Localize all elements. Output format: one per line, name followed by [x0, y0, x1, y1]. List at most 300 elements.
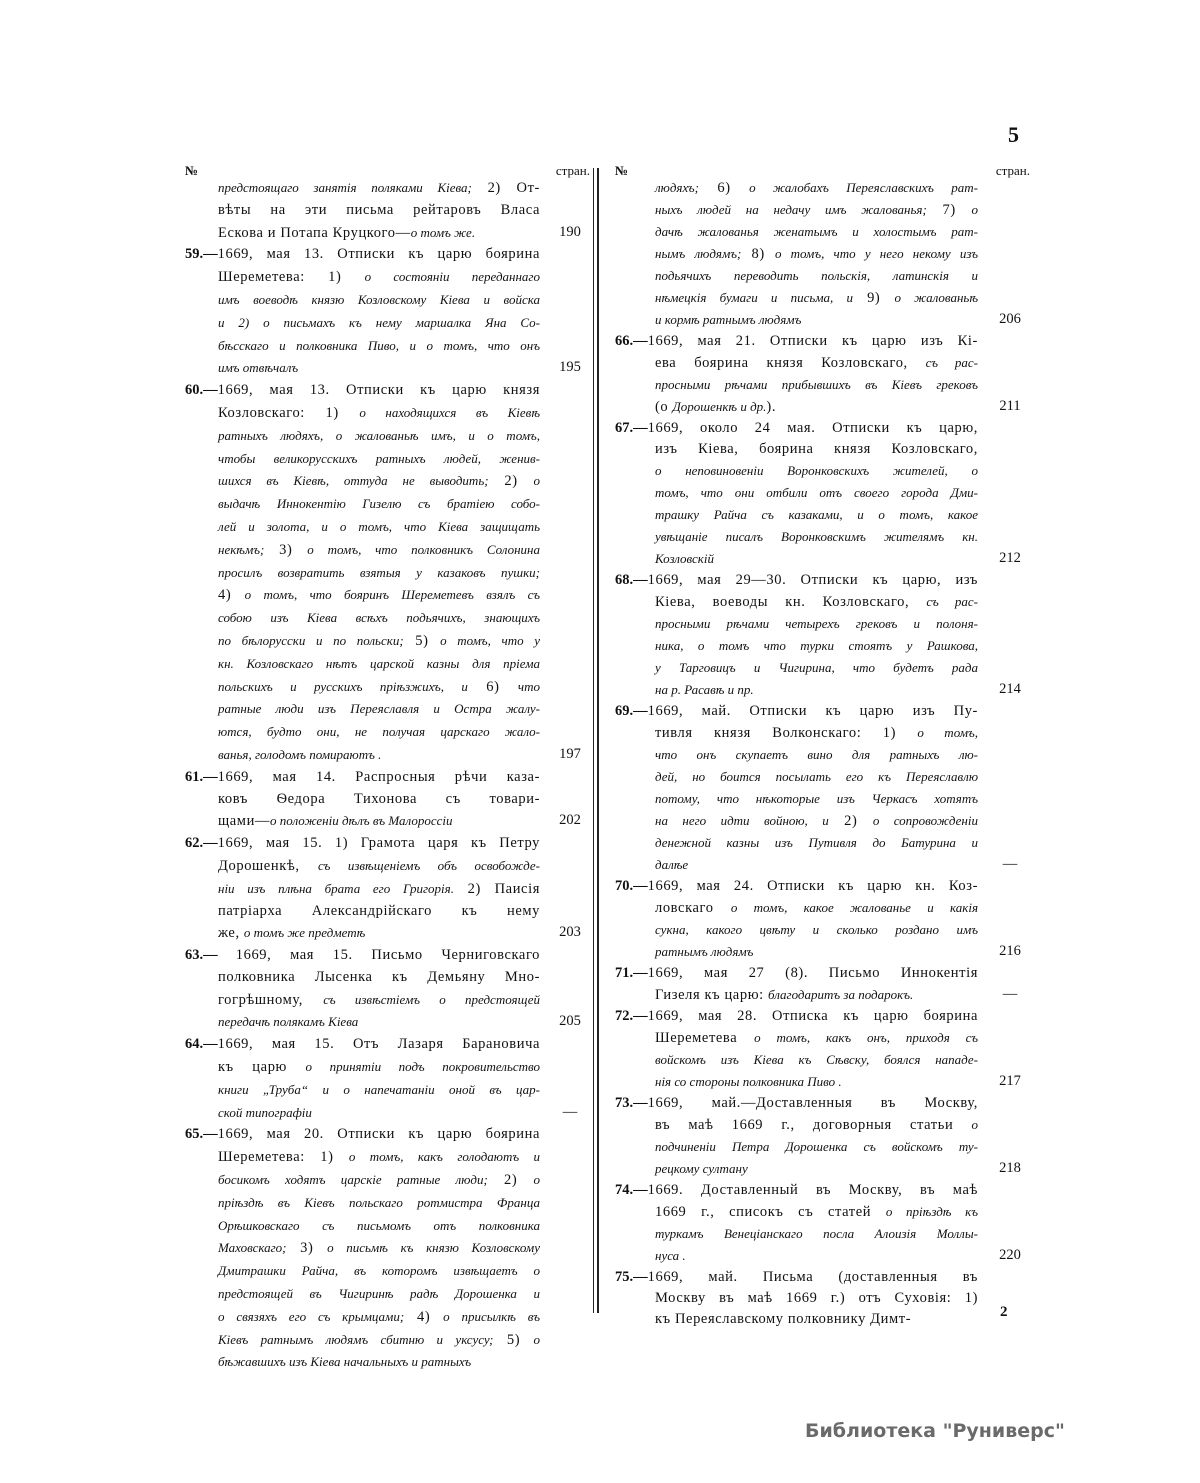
title-text: 1669, мая 21. Отписки къ царю изъ Кi- — [647, 333, 978, 349]
entry-line — [615, 854, 1030, 876]
line-text — [218, 402, 540, 425]
toc-entry — [185, 1124, 590, 1374]
title-text: (о — [655, 399, 673, 415]
line-text — [218, 1079, 540, 1102]
title-text: тивля князя Волконскаго: 1) — [655, 725, 918, 741]
line-text — [615, 701, 978, 722]
line-text — [655, 1223, 978, 1245]
entry-line — [615, 418, 1030, 439]
summary-text: дачѣ жалованья женатымъ и холостымъ рат- — [655, 224, 978, 239]
line-text — [615, 570, 978, 591]
entry-line — [185, 1034, 590, 1056]
summary-text: ванья, голодомъ помираютъ . — [218, 746, 382, 762]
title-text: полковника Лысенка къ Демьяну Мно- — [218, 968, 540, 985]
toc-entry — [615, 876, 1030, 963]
line-text — [655, 1049, 978, 1071]
entry-line — [615, 526, 1030, 548]
left-column — [185, 163, 590, 1374]
entry-number: 61.— — [185, 768, 218, 785]
title-text: къ Переяславскому полковнику Димт- — [655, 1311, 912, 1327]
column-header — [185, 163, 590, 177]
entry-number: 60.— — [185, 382, 218, 399]
summary-text: съ рас- — [926, 594, 979, 609]
line-text — [218, 1169, 540, 1192]
entry-line — [185, 698, 590, 721]
entry-line — [615, 439, 1030, 460]
line-text — [185, 945, 541, 967]
title-text: гогрѣшному, — [218, 991, 324, 1008]
line-text — [185, 767, 540, 789]
line-text — [655, 613, 978, 635]
entry-line — [185, 607, 590, 630]
entry-line — [185, 1283, 590, 1306]
line-text — [218, 493, 540, 516]
entry-line — [615, 1093, 1030, 1114]
title-text: 3) — [264, 541, 308, 558]
toc-entry — [615, 418, 1030, 570]
summary-text: дей, но боится посылать его къ Переяславлю — [655, 769, 978, 784]
summary-text: о сопровожденiи — [872, 813, 978, 828]
title-text: 1669 г., списокъ съ статей — [655, 1204, 886, 1220]
summary-text: что — [517, 678, 540, 694]
entry-line — [185, 1169, 590, 1192]
line-text — [655, 265, 978, 287]
summary-text: предстоящей въ Чигиринѣ радѣ Дорошенка и — [218, 1286, 540, 1302]
line-text — [218, 200, 540, 222]
summary-text: лей и золота, и о томъ, что Кiева защищать — [218, 518, 540, 534]
toc-entry — [615, 1180, 1030, 1267]
summary-text: о жалованьѣ — [894, 290, 978, 305]
entry-line — [615, 1049, 1030, 1071]
line-text — [218, 1215, 540, 1238]
number-header: № — [615, 163, 629, 178]
entry-line — [185, 425, 590, 448]
line-text — [655, 744, 978, 766]
summary-text: подьячихъ переводить польскiя, латинскiя и — [655, 268, 978, 283]
summary-text: о — [971, 1117, 978, 1132]
summary-text: и кормѣ ратнымъ людямъ — [655, 312, 802, 327]
summary-text: подчиненiи Петра Дорошенка съ войскомъ ту- — [655, 1139, 978, 1154]
summary-text: нуса . — [655, 1248, 686, 1263]
summary-text: шихся въ Кiевѣ, оттуда не выводить; — [218, 473, 489, 489]
summary-text: ратныхъ людяхъ, о жалованьѣ имъ, и о томъ, — [218, 427, 540, 443]
entry-line — [185, 1260, 590, 1283]
line-text — [655, 591, 978, 613]
page-reference: 212 — [999, 550, 1021, 566]
page-reference: — — [562, 1103, 578, 1120]
line-text — [655, 374, 978, 396]
line-text — [655, 309, 978, 331]
summary-text: нiя со стороны полковника Пиво . — [655, 1074, 842, 1089]
page-number: 5 — [1008, 122, 1019, 147]
line-text — [218, 357, 540, 380]
summary-text: на р. Расавѣ и пр. — [655, 682, 754, 697]
summary-text: нымъ людямъ; — [655, 246, 742, 261]
title-text: вѣты на эти письма рейтаровъ Власа — [218, 201, 540, 218]
title-text: 4) — [404, 1308, 444, 1325]
line-text — [218, 1056, 540, 1079]
line-text — [218, 425, 540, 448]
summary-text: бѣсскаго и полковника Пиво, и о томъ, что онъ — [218, 337, 540, 353]
toc-entry — [185, 833, 590, 945]
toc-entry — [185, 1034, 590, 1124]
line-text — [185, 1034, 540, 1056]
summary-text: просилъ возвратить взятыя у казаковъ пушки; — [218, 564, 540, 580]
entry-line — [185, 1306, 590, 1329]
summary-text: Козловскiй — [655, 551, 714, 566]
line-text — [655, 919, 978, 941]
summary-text: о томъ, что полковникъ Солонина — [307, 541, 540, 557]
title-text: 1669, май. Письма (доставленныя въ — [647, 1269, 978, 1285]
page-reference: 214 — [999, 681, 1021, 697]
entry-number: 59.— — [185, 246, 218, 263]
entry-line — [615, 1071, 1030, 1093]
entry-line — [615, 482, 1030, 504]
line-text — [655, 1027, 978, 1049]
summary-text: ратные люди изъ Переяславля и Остра жалу- — [218, 701, 540, 717]
summary-text: ратнымъ людямъ — [655, 944, 754, 959]
entry-line — [185, 676, 590, 699]
summary-text: о — [533, 473, 540, 489]
entry-line — [185, 653, 590, 676]
summary-text: о связяхъ его съ крымцами; — [218, 1308, 405, 1324]
title-text: 5) — [403, 632, 441, 649]
entry-line — [615, 265, 1030, 287]
entry-number: 69.— — [615, 703, 648, 719]
summary-text: ской типографiи — [218, 1104, 312, 1120]
summary-text: о томъ, что у — [440, 632, 541, 648]
summary-text: выдачѣ Иннокентiю Гизелю съ братiею собо- — [218, 496, 540, 512]
line-text — [655, 679, 978, 701]
entry-line — [185, 539, 590, 562]
line-text — [218, 1351, 540, 1374]
line-text — [615, 1093, 978, 1114]
summary-text: о принятiи подъ покровительство — [305, 1059, 541, 1075]
entry-line — [615, 287, 1030, 309]
entry-line — [615, 1245, 1030, 1267]
summary-text: о находящихся въ Кiевѣ — [359, 404, 540, 420]
summary-text: туркамъ Венецiанскаго посла Алоизiя Моллы- — [655, 1226, 978, 1241]
summary-text: о томъ же. — [410, 224, 476, 240]
summary-text: имъ воеводѣ князю Козловскому Кiева и войска — [218, 291, 540, 307]
page-reference: 202 — [559, 812, 581, 829]
entry-line — [185, 357, 590, 380]
summary-text: войскомъ изъ Кiева къ Сѣвску, боялся нападе- — [655, 1052, 978, 1067]
summary-text: кн. Козловскаго нѣтъ царской казны для прiема — [218, 655, 540, 671]
page-reference: 197 — [559, 745, 581, 762]
toc-entry — [185, 945, 590, 1034]
line-text — [218, 1146, 540, 1169]
column-divider — [593, 168, 599, 1313]
summary-text: денежной казны изъ Путивля до Батурина и — [655, 835, 978, 850]
entry-line — [185, 989, 590, 1012]
summary-text: ются, будто они, не получая царскаго жало- — [218, 724, 540, 740]
line-text — [218, 516, 540, 539]
entry-line — [185, 200, 590, 222]
title-text: 3) — [286, 1240, 328, 1257]
title-text: 1669, мая 15. Письмо Черниговскаго — [235, 947, 541, 964]
entry-line — [615, 963, 1030, 984]
title-text: 8) — [741, 246, 775, 262]
entry-line — [185, 177, 590, 200]
summary-text: о прiѣздѣ къ — [885, 1204, 978, 1219]
summary-text: о — [533, 1331, 540, 1347]
entry-line — [615, 1223, 1030, 1245]
toc-entry — [615, 331, 1030, 418]
entry-line — [615, 352, 1030, 374]
title-text: Кiева, воеводы кн. Козловскаго, — [655, 594, 927, 610]
page-reference: 203 — [559, 924, 581, 941]
entry-line — [185, 878, 590, 901]
summary-text: нѣмецкiя бумаги и письма, и — [655, 290, 853, 305]
title-text: Гизеля къ царю: — [655, 987, 768, 1003]
entry-line — [185, 516, 590, 539]
entry-line — [615, 701, 1030, 722]
entry-line — [185, 289, 590, 312]
toc-entry — [615, 1093, 1030, 1180]
entry-line — [185, 380, 590, 402]
line-text — [218, 698, 540, 721]
summary-text: некѣмъ; — [218, 541, 265, 557]
entry-line — [185, 402, 590, 425]
line-text — [655, 439, 978, 460]
entry-line — [185, 922, 590, 945]
line-text — [218, 222, 540, 245]
title-text: 1669, мая 15. Отъ Лазаря Барановича — [217, 1036, 540, 1053]
entry-line — [615, 657, 1030, 679]
line-text — [655, 482, 978, 504]
line-text — [615, 1006, 978, 1027]
toc-entry — [185, 177, 590, 244]
entry-line — [185, 1192, 590, 1215]
entry-line — [185, 855, 590, 878]
title-text: 1669, мая 28. Отписка къ царю боярина — [647, 1008, 978, 1024]
entry-line — [615, 243, 1030, 265]
summary-text: собою изъ Кiева всѣхъ подьячихъ, знающихъ — [218, 610, 540, 626]
summary-text: сукна, какого цвѣту и сколько роздано имъ — [655, 922, 978, 937]
entry-line — [185, 1237, 590, 1260]
summary-text: благодаритъ за подарокъ. — [767, 987, 914, 1002]
entry-line — [185, 335, 590, 358]
title-text: 2) — [488, 473, 534, 490]
entry-line — [185, 810, 590, 833]
entry-line — [185, 244, 590, 266]
entry-line — [185, 1056, 590, 1079]
line-text — [655, 1288, 978, 1309]
line-text — [218, 630, 540, 653]
line-text — [655, 396, 978, 418]
entry-line — [615, 1158, 1030, 1180]
line-text — [655, 199, 978, 221]
entry-number: 63.— — [185, 947, 236, 964]
title-text: къ царю — [218, 1059, 306, 1076]
summary-text: о томъ же предметѣ — [243, 925, 366, 941]
entry-line — [615, 832, 1030, 854]
entry-line — [615, 570, 1030, 591]
line-text — [655, 548, 978, 570]
line-text — [615, 418, 978, 439]
entry-number: 74.— — [615, 1182, 648, 1198]
line-text — [218, 289, 540, 312]
title-text: ловскаго — [655, 900, 731, 916]
entry-line — [615, 984, 1030, 1006]
toc-entry — [615, 177, 1030, 331]
entry-line — [185, 1215, 590, 1238]
summary-text: передачѣ полякамъ Кiева — [218, 1014, 359, 1030]
title-text: Москву въ маѣ 1669 г.) отъ Суховiя: 1) — [655, 1290, 978, 1306]
title-text: 1669. Доставленный въ Москву, въ маѣ — [647, 1182, 978, 1198]
entry-line — [615, 331, 1030, 352]
line-text — [185, 380, 540, 402]
summary-text: что онъ скупаетъ вино для ратныхъ лю- — [655, 747, 978, 762]
line-text — [218, 448, 540, 471]
summary-text: о присылкѣ въ — [443, 1308, 541, 1324]
title-text: 1669, мая 24. Отписки къ царю кн. Коз- — [647, 878, 978, 894]
entry-line — [615, 919, 1030, 941]
summary-text: о томъ, какъ голодаютъ и — [348, 1149, 540, 1165]
line-text — [218, 878, 540, 901]
entry-line — [615, 1267, 1030, 1288]
title-text: 6) — [698, 180, 750, 196]
summary-text: трашку Райча съ казаками, и о томъ, какое — [655, 507, 978, 522]
entry-line — [615, 876, 1030, 897]
title-text: 1669, май. Отписки къ царю изъ Пу- — [647, 703, 978, 719]
entry-line — [615, 1201, 1030, 1223]
line-text — [218, 312, 540, 335]
summary-text: о положенiи дѣлъ въ Малороссiи — [270, 813, 453, 829]
summary-text: о томъ, что у него некому изъ — [774, 246, 978, 261]
summary-text: о письмѣ къ князю Козловскому — [327, 1240, 540, 1256]
line-text — [218, 1011, 540, 1034]
summary-text: у Тарговицъ и Чигирина, что будетъ рада — [655, 660, 978, 675]
line-text — [218, 967, 540, 989]
line-text — [218, 989, 540, 1012]
summary-text: о неповиновенiи Воронковскихъ жителей, о — [655, 463, 978, 478]
summary-text: томъ, что они отбили отъ своего города Дми- — [655, 485, 978, 500]
entry-number: 65.— — [185, 1126, 218, 1143]
summary-text: нiи изъ плѣна брата его Григорiя. — [218, 880, 454, 896]
page-reference: — — [1002, 986, 1018, 1002]
line-text — [218, 855, 540, 878]
toc-entry — [185, 244, 590, 380]
line-text — [655, 832, 978, 854]
title-text: изъ Кiева, боярина князя Козловскаго, — [655, 441, 978, 457]
toc-entry — [615, 1006, 1030, 1093]
entry-line — [185, 470, 590, 493]
line-text — [655, 1071, 978, 1093]
line-text — [185, 833, 540, 855]
title-text: 2) От- — [471, 180, 540, 196]
title-text: щами— — [218, 813, 271, 830]
line-text — [218, 1283, 540, 1306]
page-reference: 195 — [559, 359, 581, 376]
summary-text: просными рѣчами прибывшихъ въ Кiевъ грековъ — [655, 377, 978, 392]
line-text — [655, 1136, 978, 1158]
entry-line — [615, 1027, 1030, 1049]
line-text — [218, 177, 540, 200]
title-text: 1669, май.—Доставленныя въ Москву, — [647, 1095, 978, 1111]
summary-text: и 2) о письмахъ къ нему маршалка Яна Со- — [218, 314, 540, 330]
line-text — [655, 788, 978, 810]
line-text — [615, 876, 978, 897]
summary-text: прiѣздѣ въ Кiевъ польскаго ротмистра Франца — [218, 1194, 540, 1210]
line-text — [655, 984, 978, 1006]
line-text — [218, 676, 540, 699]
line-text — [218, 653, 540, 676]
summary-text: людяхъ; — [655, 180, 699, 195]
line-text — [615, 331, 978, 352]
entry-list — [185, 177, 590, 1374]
line-text — [218, 721, 540, 744]
line-text — [655, 1201, 978, 1223]
toc-entry — [615, 701, 1030, 876]
entry-line — [615, 591, 1030, 613]
toc-entry — [615, 570, 1030, 701]
entry-number: 75.— — [615, 1269, 648, 1285]
entry-number: 67.— — [615, 420, 648, 436]
line-text — [655, 941, 978, 963]
entry-line — [615, 309, 1030, 331]
title-text: въ маѣ 1669 г., договорныя статьи — [655, 1117, 972, 1133]
page-reference: 205 — [559, 1013, 581, 1030]
entry-number: 68.— — [615, 572, 648, 588]
line-text — [655, 177, 978, 199]
title-text: 1669, мая 29—30. Отписки къ царю, изъ — [647, 572, 978, 588]
line-text — [615, 1180, 978, 1201]
entry-number: 71.— — [615, 965, 648, 981]
page-reference: 220 — [999, 1247, 1021, 1263]
entry-line — [615, 374, 1030, 396]
entry-line — [185, 833, 590, 855]
summary-text: съ рас- — [925, 355, 978, 370]
line-text — [218, 1102, 540, 1125]
entry-line — [185, 448, 590, 471]
line-text — [218, 584, 540, 607]
entry-line — [185, 901, 590, 923]
title-text: ковъ Ѳедора Тихонова съ товари- — [218, 790, 540, 807]
summary-text: о томъ, — [917, 725, 978, 740]
entry-line — [615, 221, 1030, 243]
entry-line — [185, 1124, 590, 1146]
title-text: ). — [766, 399, 777, 415]
summary-text: по бѣлорусски и по польски; — [218, 632, 404, 648]
line-text — [218, 1329, 540, 1352]
entry-line — [185, 945, 590, 967]
summary-text: о томъ, какъ онъ, приходя съ — [754, 1030, 978, 1045]
title-text: Шереметева: 1) — [218, 1149, 349, 1166]
summary-text: о жалобахъ Переяславскихъ рат- — [749, 180, 978, 195]
summary-text: Дорошенкѣ и др. — [672, 399, 767, 414]
entry-line — [615, 679, 1030, 701]
entry-number: 64.— — [185, 1036, 218, 1053]
entry-number: 73.— — [615, 1095, 648, 1111]
line-text — [615, 1267, 978, 1288]
entry-number: 62.— — [185, 835, 218, 852]
entry-line — [615, 548, 1030, 570]
summary-text: чтобы великорусскихъ ратныхъ людей, женив- — [218, 450, 540, 466]
summary-text: далѣе — [655, 857, 689, 872]
line-text — [655, 854, 978, 876]
page-reference: 218 — [999, 1160, 1021, 1176]
column-header — [615, 163, 1030, 177]
summary-text: рецкому султану — [655, 1161, 748, 1176]
entry-line — [615, 1114, 1030, 1136]
line-text — [185, 244, 540, 266]
line-text — [615, 963, 978, 984]
toc-entry — [185, 380, 590, 767]
right-column — [615, 163, 1030, 1330]
entry-line — [615, 766, 1030, 788]
